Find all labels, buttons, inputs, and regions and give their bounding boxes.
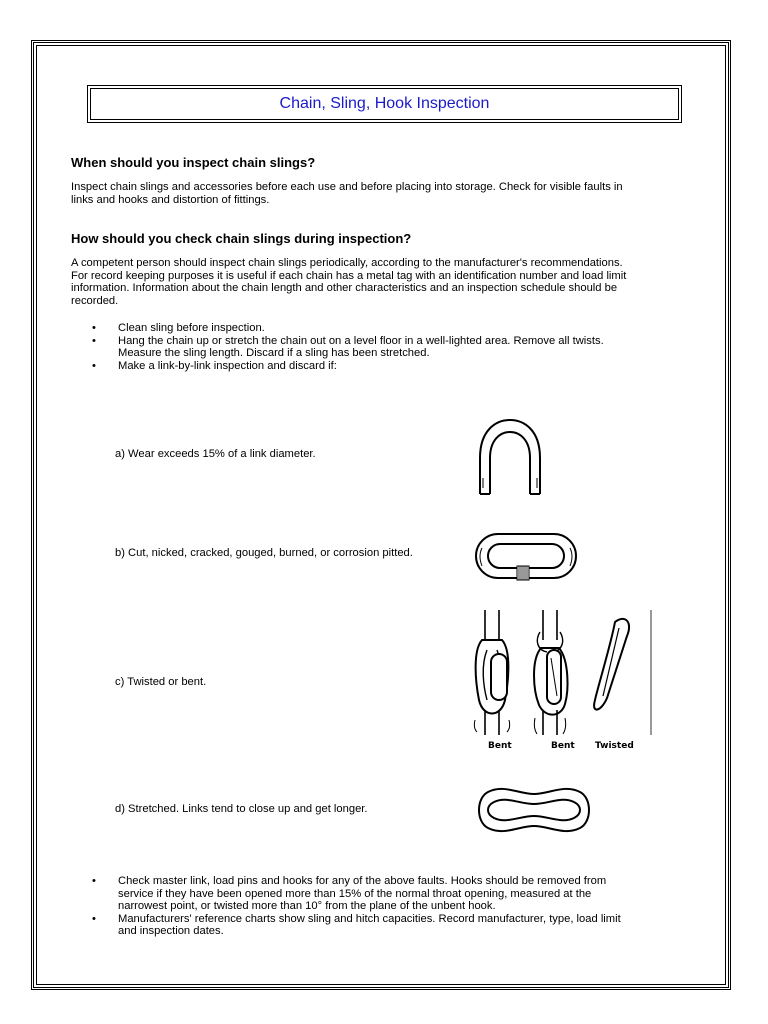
body-line: For record keeping purposes it is useful if each chain has a metal tag with an identification number and load limit: [71, 269, 627, 282]
body-line: recorded.: [71, 294, 119, 307]
bullet-icon: •: [92, 322, 96, 334]
list-item: • Hang the chain up or stretch the chain out on a level floor in a well-lighted area. Remove all twists. Measure the sling length. Discard if a sling has been stretched.: [92, 334, 604, 360]
body-line: A competent person should inspect chain slings periodically, according to the manufacturer's recommendations.: [71, 257, 623, 269]
defect-label-damage: b) Cut, nicked, cracked, gouged, burned, or corrosion pitted.: [115, 547, 413, 559]
damaged-link-icon: [470, 528, 585, 586]
bullet-icon: •: [92, 912, 96, 925]
defect-label-stretched: d) Stretched. Links tend to close up and get longer.: [115, 803, 368, 815]
page-title: Chain, Sling, Hook Inspection: [279, 95, 490, 112]
list-item: • Check master link, load pins and hooks for any of the above faults. Hooks should be removed from service if they have been opened more than 15% of the normal throat opening, measured at the narrowest point, or twisted more than 10° from the plane of the unbent hook.: [92, 875, 607, 913]
figure-caption: Twisted: [595, 741, 634, 751]
body-line: links and hooks and distortion of fittings.: [71, 193, 270, 206]
title-box: [87, 85, 682, 123]
section-body-when: [71, 181, 701, 206]
defect-label-wear: a) Wear exceeds 15% of a link diameter.: [115, 448, 316, 460]
stretched-link-icon: [474, 782, 594, 838]
list-item: • Clean sling before inspection.: [92, 322, 265, 334]
inspection-steps-list: [92, 322, 692, 372]
bullet-icon: •: [92, 875, 96, 887]
list-item: • Make a link-by-link inspection and discard if:: [92, 359, 337, 372]
body-line: Inspect chain slings and accessories before each use and before placing into storage. Check for visible faults in: [71, 181, 623, 193]
figure-caption: Bent: [551, 741, 575, 751]
section-body-how: [71, 257, 701, 307]
bullet-icon: •: [92, 334, 96, 347]
list-item: • Manufacturers' reference charts show sling and hitch capacities. Record manufacturer, type, load limit and inspection dates.: [92, 912, 621, 938]
worn-link-icon: [470, 418, 560, 500]
defect-label-twisted: c) Twisted or bent.: [115, 676, 207, 688]
twisted-bent-links-icon: [465, 610, 655, 745]
body-line: information. Information about the chain length and other characteristics and an inspection schedule should be: [71, 282, 618, 295]
section-heading-when: When should you inspect chain slings?: [71, 155, 316, 170]
hook-checks-list: [92, 875, 692, 938]
section-heading-how: How should you check chain slings during inspection?: [71, 231, 412, 246]
figure-caption: Bent: [488, 741, 512, 751]
bullet-icon: •: [92, 359, 96, 372]
